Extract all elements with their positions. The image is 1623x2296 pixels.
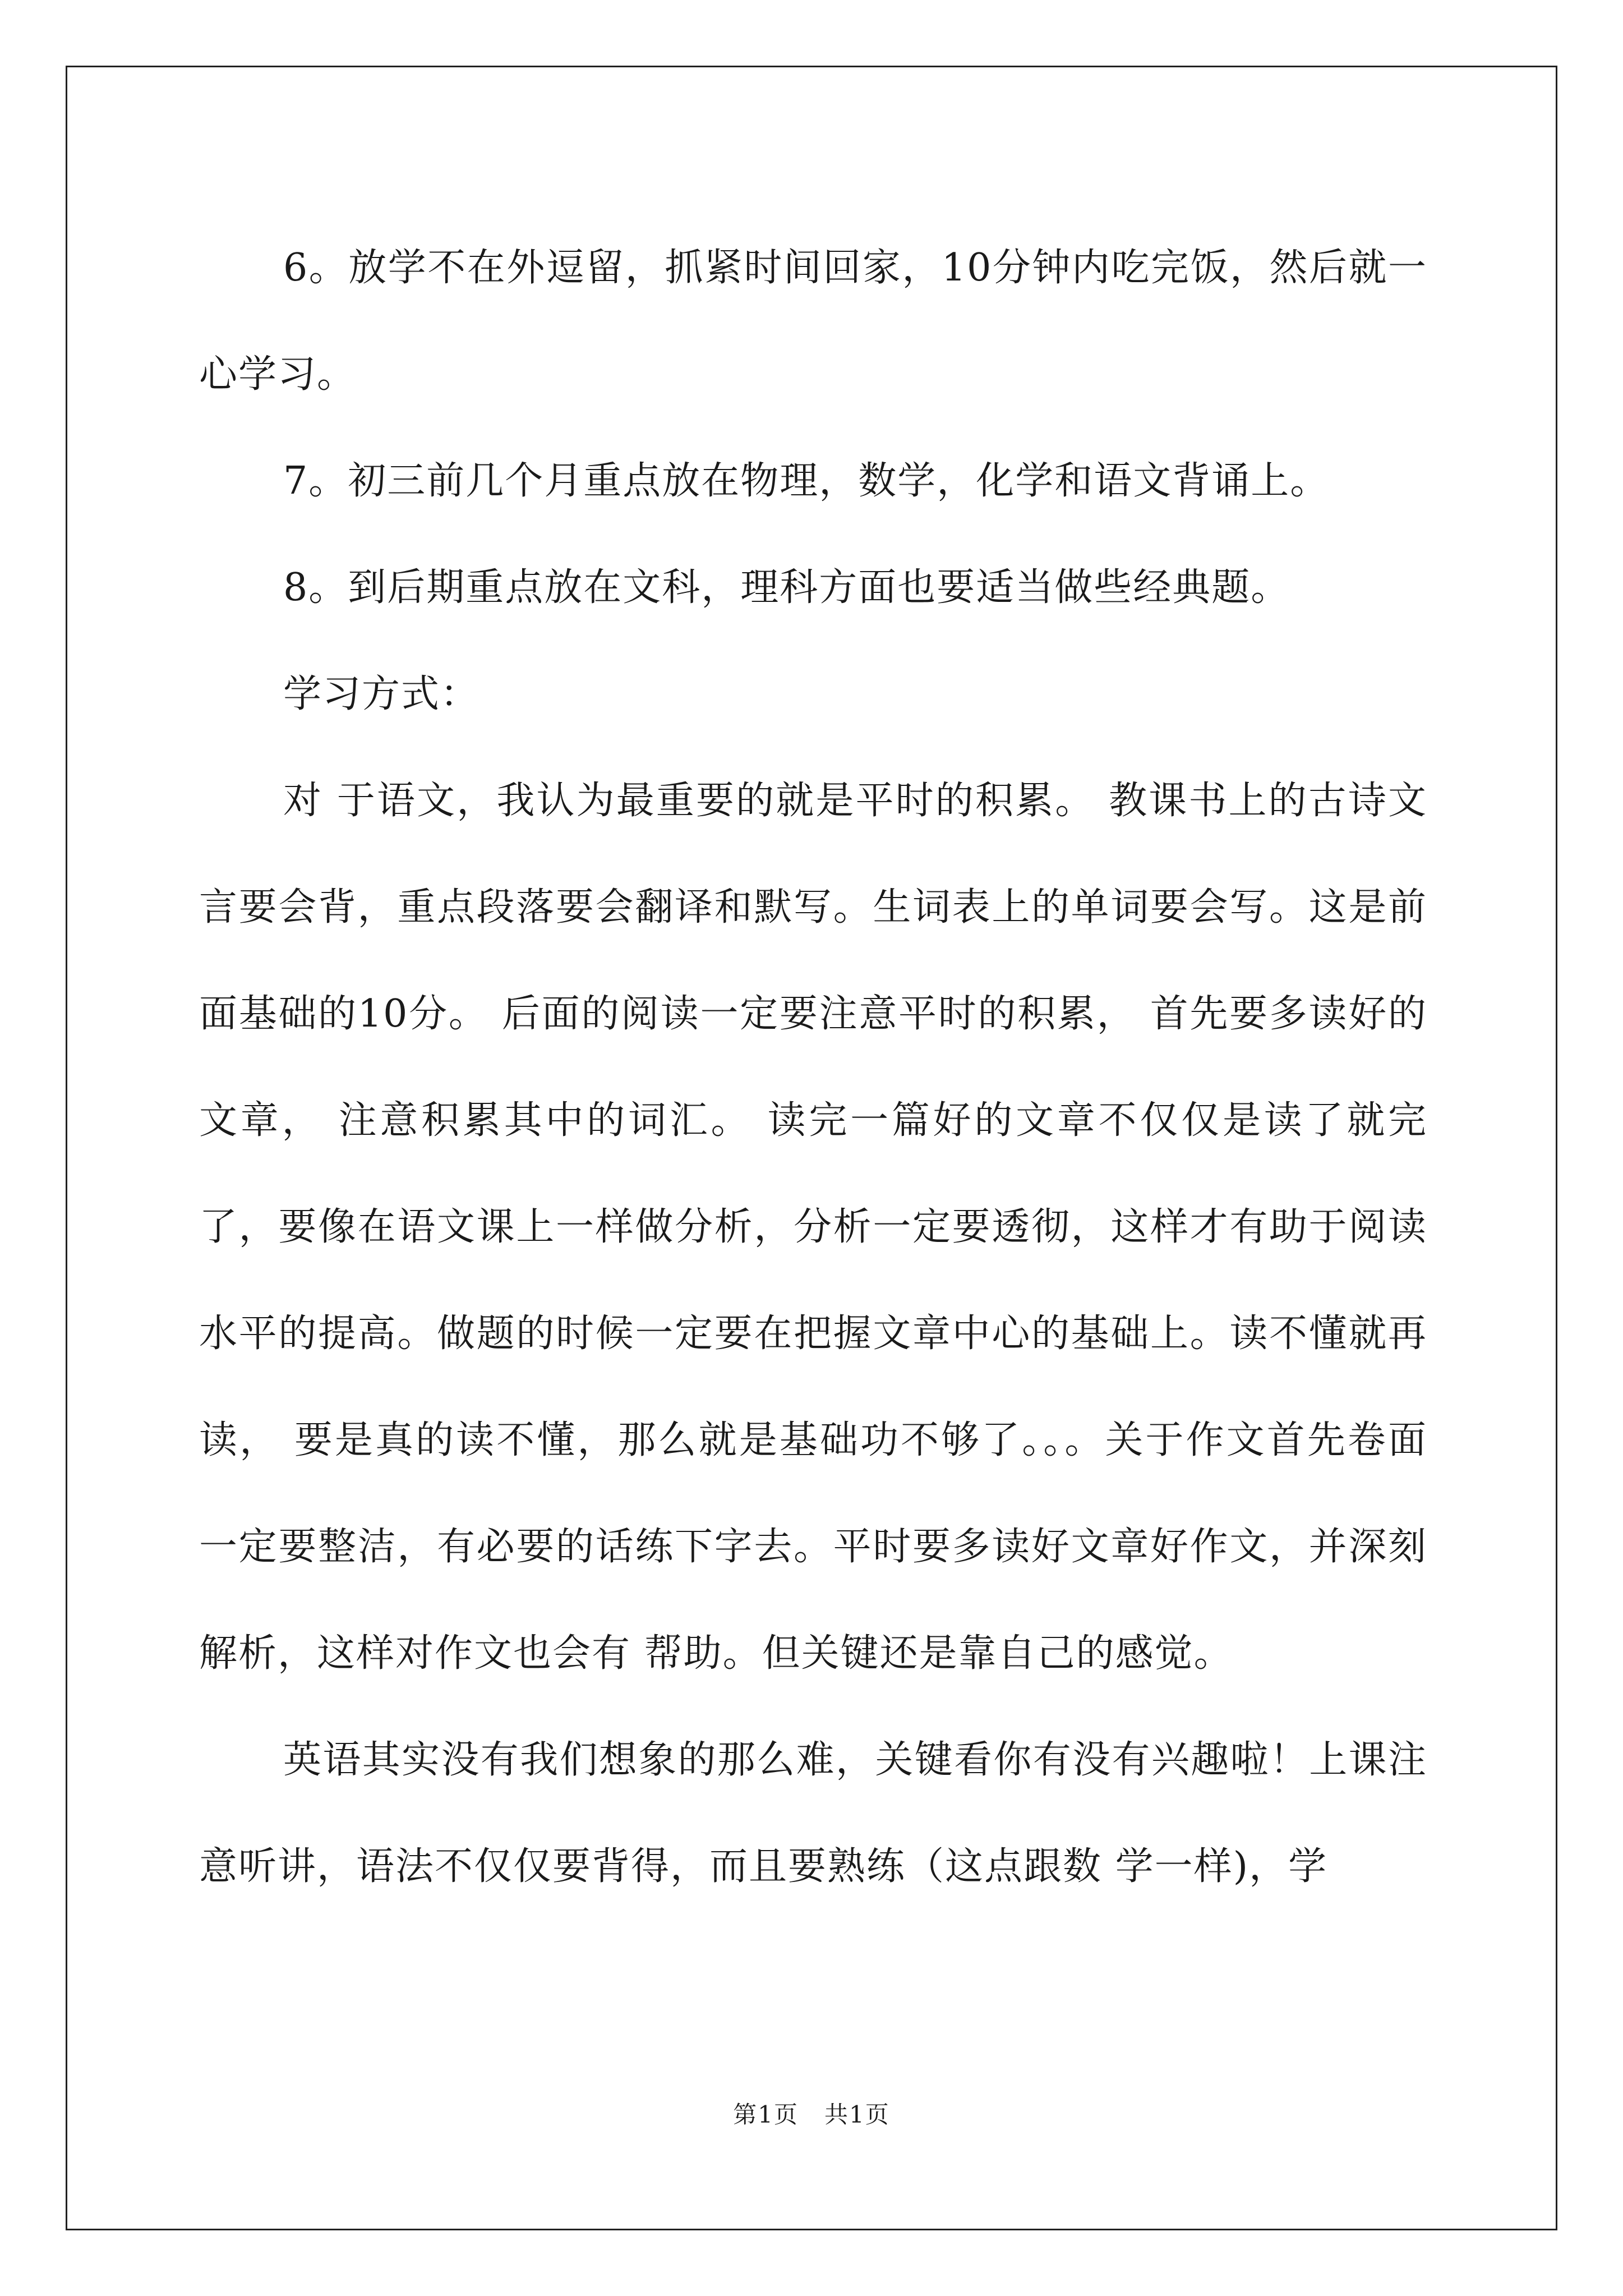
paragraph-item-8: 8。到后期重点放在文科，理科方面也要适当做些经典题。 xyxy=(283,565,1290,610)
paragraph-chinese-study: 对 于语文，我认为最重要的就是平时的积累。 教课书上的古诗文言要会背，重点段落要会翻译和默写。生词表上的单词要会写。这是前面基础的10分。 后面的阅读一定要注意平时的积累， 首先要多读好的文章， 注意积累其中的词汇。 读完一篇好的文章不仅仅是读了就完了，要像在语文课上一样做分析，分析一定要透彻，这样才有助于阅读水平的提高。做题的时候一定要在把握文章中心的基础上。读不懂就再读， 要是真的读不懂，那么就是基础功不够了。。。关于作文首先卷面一定要整洁，有必要的话练下字去。平时要多读好文章好作文，并深刻解析，这样对作文也会有 帮助。但关键还是靠自己的感觉。 xyxy=(199,779,1427,1676)
page-footer xyxy=(0,2098,1623,2132)
document-body xyxy=(199,215,1427,1920)
section-heading-study-methods: 学习方式： xyxy=(283,672,480,716)
paragraph-item-6: 6。放学不在外逗留，抓紧时间回家，10分钟内吃完饭，然后就一心学习。 xyxy=(199,246,1427,397)
page-number: 第1页 共1页 xyxy=(733,2101,890,2128)
paragraph-item-7: 7。初三前几个月重点放在物理，数学，化学和语文背诵上。 xyxy=(283,459,1330,503)
paragraph-english-study: 英语其实没有我们想象的那么难，关键看你有没有兴趣啦！上课注意听讲，语法不仅仅要背得，而且要熟练（这点跟数 学一样)，学 xyxy=(199,1738,1427,1889)
